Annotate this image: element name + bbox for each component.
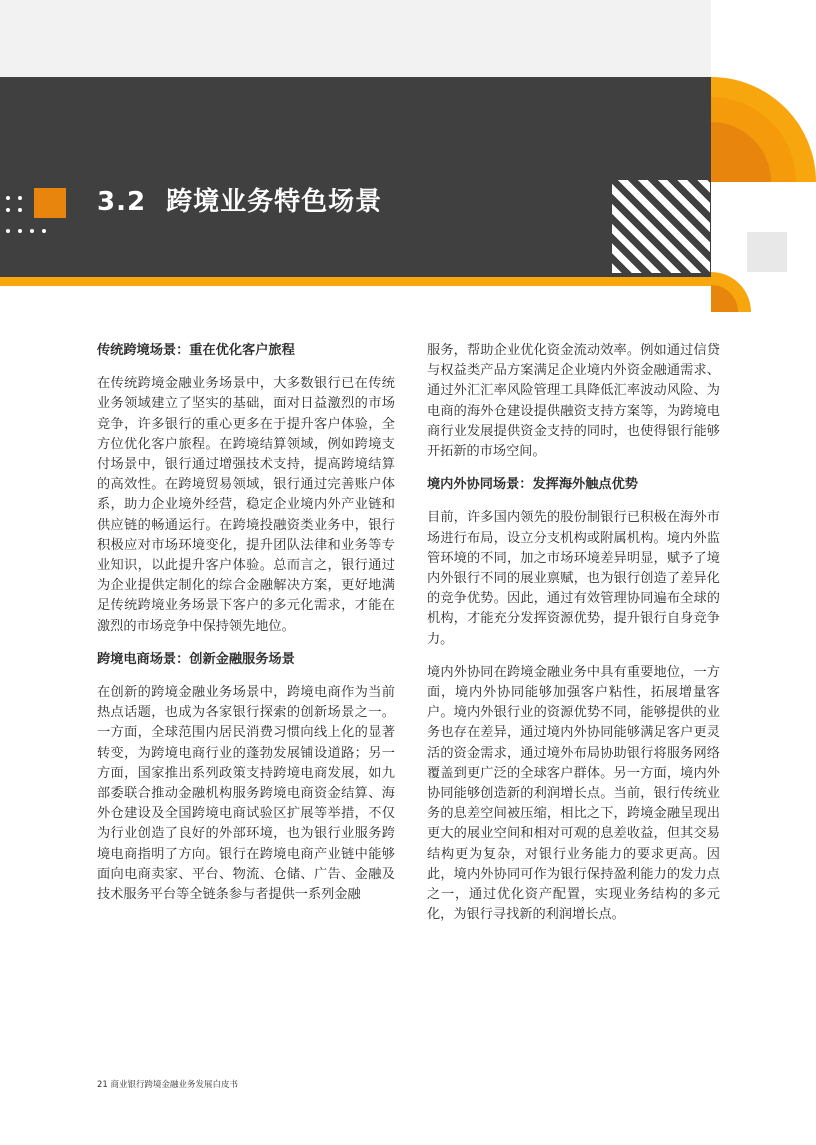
- right-column: [427, 341, 720, 925]
- paragraph-synergy-intro: 目前，许多国内领先的股份制银行已积极在海外市场进行布局，设立分支机构或附属机构。境内外监管环境的不同，加之市场环境差异明显，赋予了境内外银行不同的展业禀赋，也为银行创造了差异化的竞争优势。因此，通过有效管理协同遍布全球的机构，才能充分发挥资源优势，提升银行自身竞争力。: [427, 510, 720, 647]
- heading-traditional: 传统跨境场景：重在优化客户旅程: [97, 343, 295, 358]
- section-title-text: 跨境业务特色场景: [166, 187, 383, 217]
- footer-doc-title: 商业银行跨境金融业务发展白皮书: [110, 1080, 239, 1090]
- dot: [6, 208, 10, 212]
- paragraph-traditional: 在传统跨境金融业务场景中，大多数银行已在传统业务领域建立了坚实的基础，面对日益激烈的市场竞争，许多银行的重心更多在于提升客户体验，全方位优化客户旅程。在跨境结算领域，例如跨境支付场景中，银行通过增强技术支持，提高跨境结算的高效性。在跨境贸易领域，银行通过完善账户体系，助力企业境外经营，稳定企业境内外产业链和供应链的畅通运行。在跨境投融资类业务中，银行积极应对市场环境变化，提升团队法律和业务等专业知识，以此提升客户体验。总而言之，银行通过为企业提供定制化的综合金融解决方案，更好地满足传统跨境业务场景下客户的多元化需求，才能在激烈的市场竞争中保持领先地位。: [97, 376, 395, 634]
- left-column: [97, 341, 395, 905]
- dot: [18, 196, 22, 200]
- dot: [18, 229, 22, 233]
- hatch-pattern: [612, 180, 710, 273]
- dot: [30, 229, 34, 233]
- section-title: [97, 183, 382, 221]
- header-orange-strip: [0, 277, 711, 286]
- header-top-band: [0, 0, 711, 77]
- dot: [18, 208, 22, 212]
- heading-cross-border-synergy: 境内外协同场景：发挥海外触点优势: [427, 477, 638, 493]
- section-number: 3.2: [97, 187, 147, 217]
- dot: [42, 229, 46, 233]
- heading-ecommerce: 跨境电商场景：创新金融服务场景: [97, 651, 295, 667]
- page-footer: [97, 1078, 238, 1090]
- gray-square-accent: [747, 232, 787, 272]
- dot: [6, 196, 10, 200]
- paragraph-synergy-detail: 境内外协同在跨境金融业务中具有重要地位，一方面，境内外协同能够加强客户粘性，拓展增量客户。境内外银行业的资源优势不同，能够提供的业务也存在差异，通过境内外协同能够满足客户更灵活的资金需求，通过境外布局协助银行将服务网络覆盖到更广泛的全球客户群体。另一方面，境内外协同能够创造新的利润增长点。当前，银行传统业务的息差空间被压缩，相比之下，跨境金融呈现出更大的展业空间和相对可观的息差收益，但其交易结构更为复杂，对银行业务能力的要求更高。因此，境内外协同可作为银行保持盈利能力的发力点之一，通过优化资产配置，实现业务结构的多元化，为银行寻找新的利润增长点。: [427, 664, 720, 923]
- paragraph-ecommerce-continued: 服务，帮助企业优化资金流动效率。例如通过信贷与权益类产品方案满足企业境内外资金融通需求、通过外汇汇率风险管理工具降低汇率波动风险、为电商的海外仓建设提供融资支持方案等，为跨境电商行业发展提供资金支持的同时，也使得银行能够开拓新的市场空间。: [427, 343, 720, 460]
- header-dark-band: [0, 77, 711, 277]
- orange-square-accent: [34, 188, 66, 218]
- paragraph-ecommerce: 在创新的跨境金融业务场景中，跨境电商作为当前热点话题，也成为各家银行探索的创新场景之一。一方面，全球范围内居民消费习惯向线上化的显著转变，为跨境电商行业的蓬勃发展铺设道路；另一方面，国家推出系列政策支持跨境电商发展，如九部委联合推动金融机构服务跨境电商资金结算、海外仓建设及全国跨境电商试验区扩展等举措，不仅为行业创造了良好的外部环境，也为银行业服务跨境电商指明了方向。银行在跨境电商产业链中能够面向电商卖家、平台、物流、仓储、广告、金融及技术服务平台等全链条参与者提供一系列金融: [97, 685, 395, 903]
- dot: [6, 229, 10, 233]
- page-number: 21: [97, 1080, 108, 1090]
- quarter-circle-graphic: [711, 77, 816, 312]
